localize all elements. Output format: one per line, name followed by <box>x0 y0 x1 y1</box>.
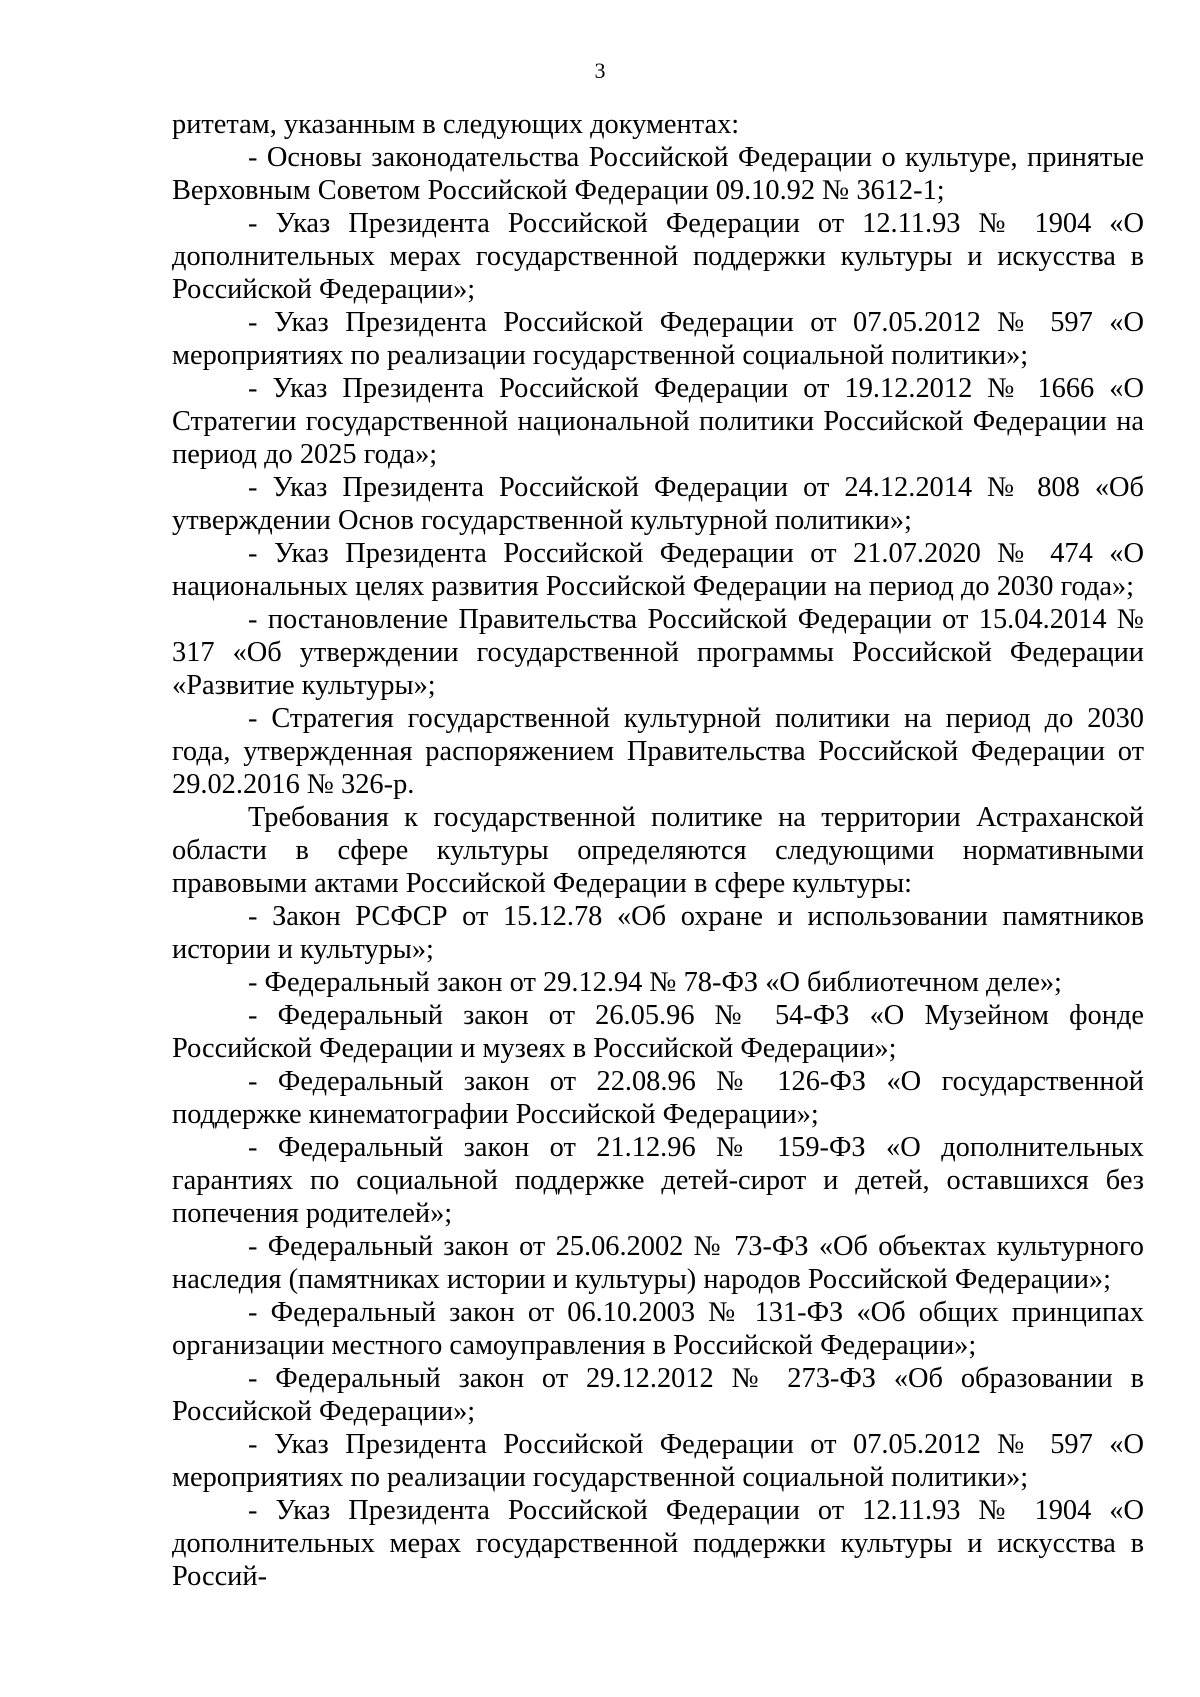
paragraph: - Федеральный закон от 26.05.96 № 54-ФЗ «О Музейном фонде Российской Федерации и музеях в Российской Федерации»; <box>172 1000 1144 1064</box>
paragraph: - Указ Президента Российской Федерации от 07.05.2012 № 597 «О мероприятиях по реализации государственной социальной политики»; <box>172 307 1144 371</box>
paragraph: - постановление Правительства Российской Федерации от 15.04.2014 № 317 «Об утверждении государственной программы Российской Федерации «Развитие культуры»; <box>172 604 1144 701</box>
paragraph: - Указ Президента Российской Федерации от 12.11.93 № 1904 «О дополнительных мерах государственной поддержки культуры и искусства в Российской Федерации»; <box>172 208 1144 305</box>
paragraph: - Указ Президента Российской Федерации от 19.12.2012 № 1666 «О Стратегии государственной национальной политики Российской Федерации на период до 2025 года»; <box>172 373 1144 470</box>
paragraph: - Закон РСФСР от 15.12.78 «Об охране и использовании памятников истории и культуры»; <box>172 901 1144 965</box>
paragraph: - Указ Президента Российской Федерации от 21.07.2020 № 474 «О национальных целях развития Российской Федерации на период до 2030 года»; <box>172 538 1144 602</box>
paragraph: - Указ Президента Российской Федерации от 24.12.2014 № 808 «Об утверждении Основ государственной культурной политики»; <box>172 472 1144 536</box>
paragraph: - Федеральный закон от 06.10.2003 № 131-ФЗ «Об общих принципах организации местного самоуправления в Российской Федерации»; <box>172 1297 1144 1361</box>
paragraph: - Федеральный закон от 25.06.2002 № 73-ФЗ «Об объектах культурного наследия (памятниках истории и культуры) народов Российской Федерации»; <box>172 1231 1144 1295</box>
paragraph: - Основы законодательства Российской Федерации о культуре, принятые Верховным Советом Российской Федерации 09.10.92 № 3612-1; <box>172 142 1144 206</box>
paragraph: - Стратегия государственной культурной политики на период до 2030 года, утвержденная распоряжением Правительства Российской Федерации от 29.02.2016 № 326-р. <box>172 703 1144 800</box>
paragraph: ритетам, указанным в следующих документах: <box>172 109 740 140</box>
paragraph: - Федеральный закон от 22.08.96 № 126-ФЗ «О государственной поддержке кинематографии Российской Федерации»; <box>172 1066 1144 1130</box>
paragraph: - Указ Президента Российской Федерации от 12.11.93 № 1904 «О дополнительных мерах государственной поддержки культуры и искусства в Россий- <box>172 1495 1144 1592</box>
page-number: 3 <box>594 58 606 83</box>
paragraph: - Указ Президента Российской Федерации от 07.05.2012 № 597 «О мероприятиях по реализации государственной социальной политики»; <box>172 1429 1144 1493</box>
paragraph: Требования к государственной политике на территории Астраханской области в сфере культуры определяются следующими нормативными правовыми актами Российской Федерации в сфере культуры: <box>172 802 1144 899</box>
paragraph: - Федеральный закон от 29.12.94 № 78-ФЗ «О библиотечном деле»; <box>248 967 1062 998</box>
paragraph: - Федеральный закон от 21.12.96 № 159-ФЗ «О дополнительных гарантиях по социальной поддержке детей-сирот и детей, оставшихся без попечения родителей»; <box>172 1132 1144 1229</box>
document-body <box>172 108 1144 1593</box>
paragraph: - Федеральный закон от 29.12.2012 № 273-ФЗ «Об образовании в Российской Федерации»; <box>172 1363 1144 1427</box>
